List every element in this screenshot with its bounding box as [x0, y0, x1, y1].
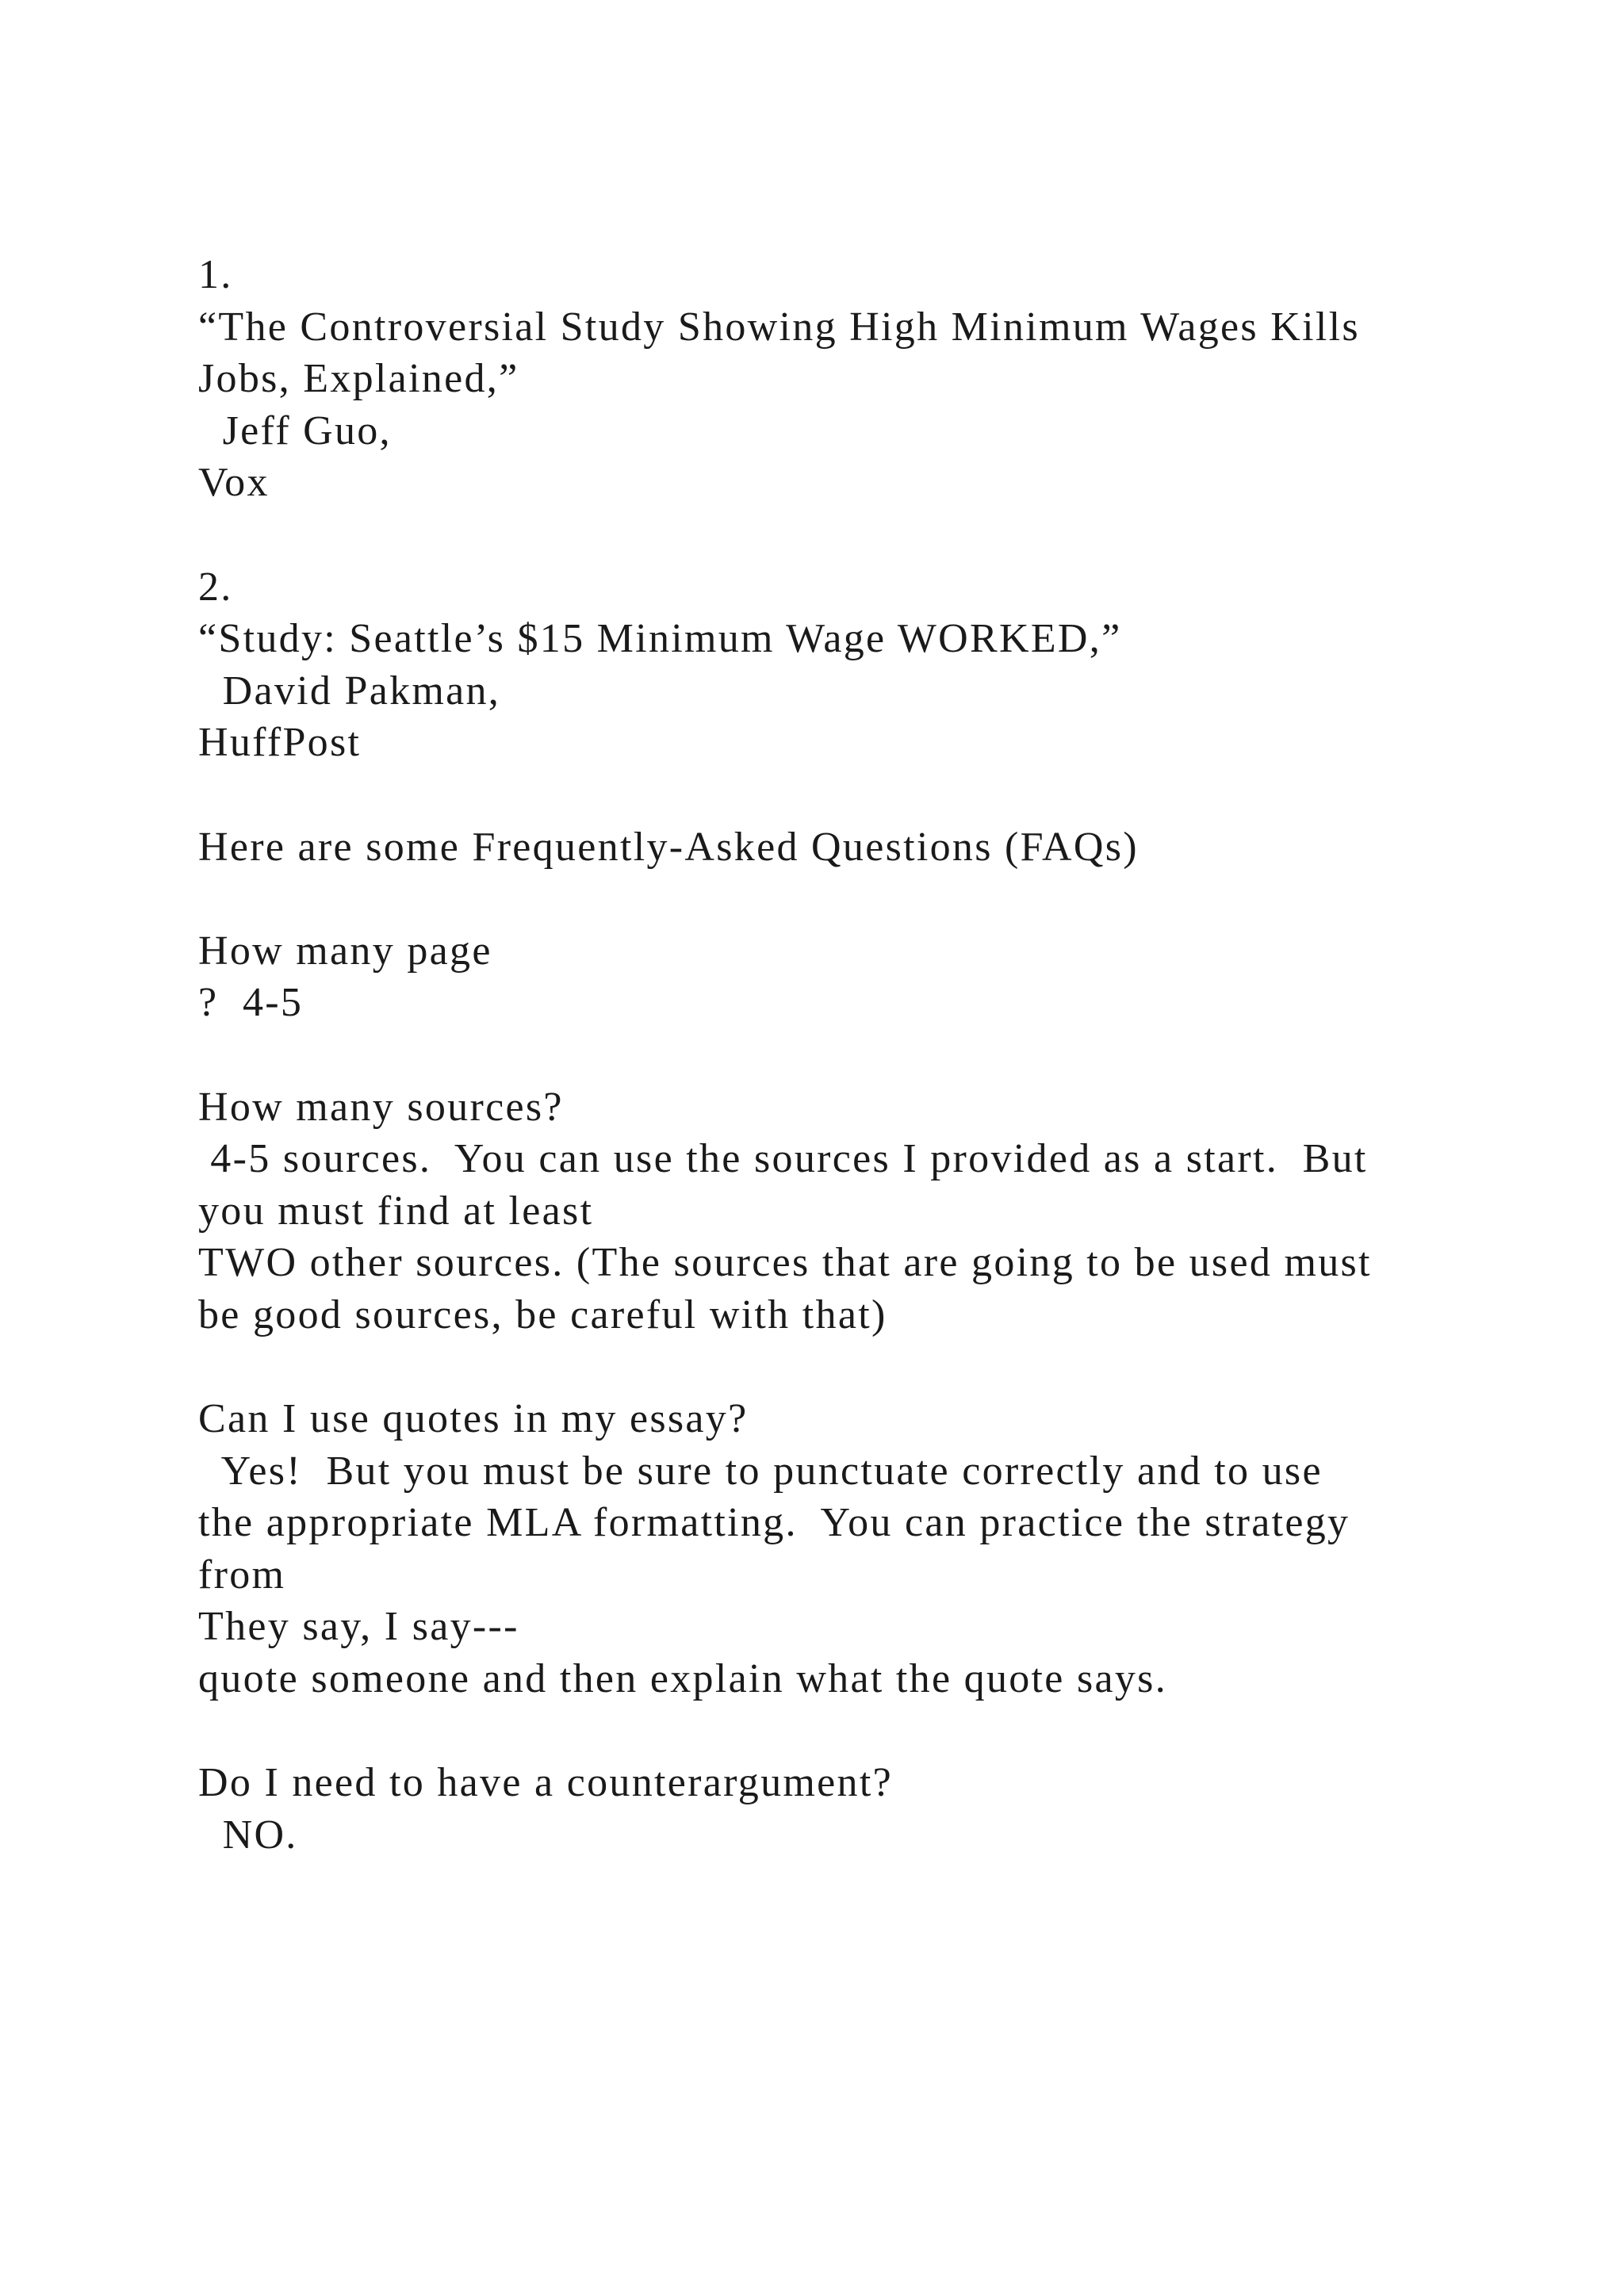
faq-quotes-answer-line-5: quote someone and then explain what the quote says.: [198, 1656, 1168, 1702]
source-2-author: David Pakman,: [198, 668, 501, 714]
blank-line: [198, 1029, 1499, 1081]
faq-sources-answer-line-1: 4-5 sources. You can use the sources I provided as a start. But: [198, 1136, 1368, 1182]
faq-sources-answer-line-2: you must find at least: [198, 1188, 594, 1234]
blank-line: [198, 769, 1499, 821]
faq-quotes-answer-line-3: from: [198, 1552, 286, 1598]
source-2-publication: HuffPost: [198, 720, 362, 766]
source-1-title-line-2: Jobs, Explained,”: [198, 356, 519, 402]
faq-sources-question: How many sources?: [198, 1084, 564, 1130]
faq-heading: Here are some Frequently-Asked Questions (FAQs): [198, 824, 1139, 870]
faq-quotes-answer-line-2: the appropriate MLA formatting. You can practice the strategy: [198, 1500, 1350, 1546]
source-1-number: 1.: [198, 252, 233, 297]
faq-counterargument-question: Do I need to have a counterargument?: [198, 1760, 893, 1806]
faq-sources-answer-line-4: be good sources, be careful with that): [198, 1292, 887, 1337]
blank-line: [198, 1705, 1499, 1758]
faq-sources-answer-line-3: TWO other sources. (The sources that are going to be used must: [198, 1240, 1372, 1286]
faq-pages-question: How many page: [198, 928, 492, 974]
source-1-publication: Vox: [198, 460, 270, 506]
faq-pages-answer: ? 4-5: [198, 980, 304, 1026]
document-body: [198, 249, 1499, 1861]
source-2-title: “Study: Seattle’s $15 Minimum Wage WORKED,”: [198, 616, 1122, 662]
faq-counterargument-answer: NO.: [198, 1812, 298, 1858]
faq-quotes-answer-line-1: Yes! But you must be sure to punctuate correctly and to use: [198, 1448, 1323, 1494]
faq-quotes-answer-line-4: They say, I say---: [198, 1604, 519, 1650]
source-2-number: 2.: [198, 564, 233, 610]
blank-line: [198, 1341, 1499, 1393]
blank-line: [198, 509, 1499, 561]
faq-quotes-question: Can I use quotes in my essay?: [198, 1396, 749, 1442]
blank-line: [198, 873, 1499, 925]
source-1-title-line-1: “The Controversial Study Showing High Minimum Wages Kills: [198, 304, 1360, 350]
source-1-author: Jeff Guo,: [198, 408, 392, 453]
